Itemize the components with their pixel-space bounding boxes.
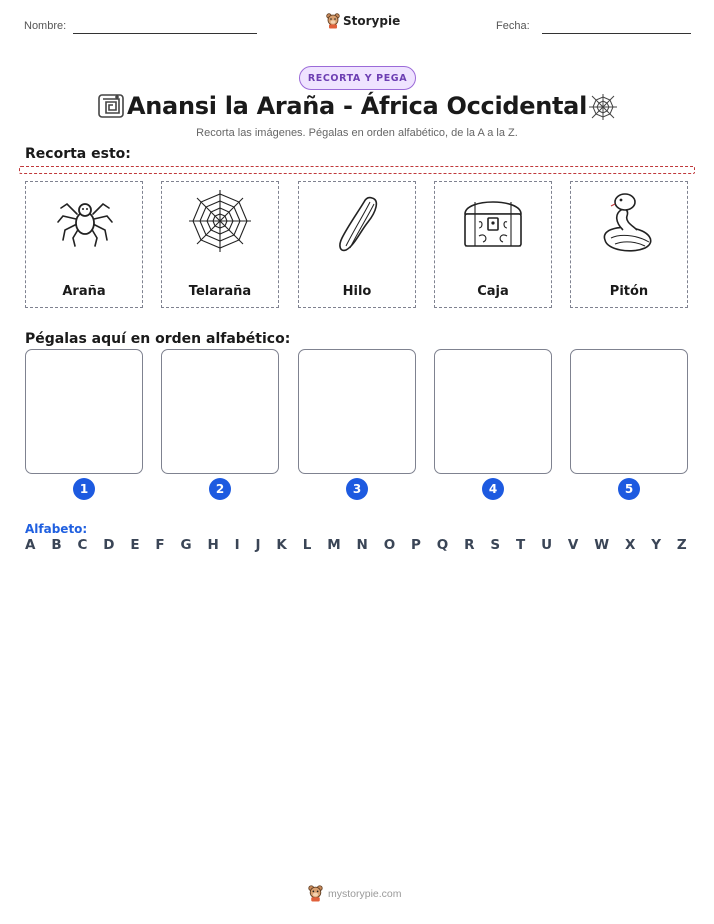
- alphabet-letter: I: [234, 537, 240, 553]
- card-label: Pitón: [609, 284, 649, 299]
- logo-text: Storypie: [343, 14, 401, 28]
- alphabet-row: [25, 537, 687, 553]
- activity-badge: RECORTA Y PEGA: [299, 66, 416, 90]
- python-snake-icon: [597, 190, 661, 256]
- page-title: Anansi la Araña - África Occidental: [126, 92, 588, 120]
- number-badge-3: 3: [346, 478, 368, 500]
- cut-card-piton[interactable]: [570, 181, 688, 308]
- treasure-chest-icon: [461, 192, 525, 252]
- alphabet-letter: F: [155, 537, 165, 553]
- alphabet-letter: P: [411, 537, 421, 553]
- number-badge-5: 5: [618, 478, 640, 500]
- alphabet-letter: M: [327, 537, 341, 553]
- alphabet-heading: Alfabeto:: [25, 522, 88, 536]
- date-line[interactable]: [542, 33, 691, 34]
- alphabet-letter: O: [383, 537, 396, 553]
- paste-box-4[interactable]: [434, 349, 552, 474]
- cut-card-telarana[interactable]: [161, 181, 279, 308]
- card-label: Caja: [477, 284, 509, 299]
- card-label: Araña: [62, 284, 106, 299]
- footer: [308, 885, 402, 902]
- alphabet-letter: B: [51, 537, 62, 553]
- spider-web-icon: [187, 188, 253, 254]
- paste-box-3[interactable]: [298, 349, 416, 474]
- alphabet-letter: L: [302, 537, 312, 553]
- alphabet-letter: Y: [651, 537, 662, 553]
- alphabet-letter: T: [516, 537, 526, 553]
- alphabet-letter: N: [356, 537, 368, 553]
- paste-heading: Pégalas aquí en orden alfabético:: [25, 331, 291, 347]
- alphabet-letter: U: [541, 537, 553, 553]
- paste-box-5[interactable]: [570, 349, 688, 474]
- storypie-logo: [326, 13, 400, 29]
- number-badge-2: 2: [209, 478, 231, 500]
- paste-box-1[interactable]: [25, 349, 143, 474]
- alphabet-letter: D: [103, 537, 115, 553]
- alphabet-letter: S: [490, 537, 501, 553]
- spider-web-small-icon: [588, 93, 618, 121]
- alphabet-letter: A: [25, 537, 36, 553]
- alphabet-letter: E: [130, 537, 140, 553]
- cut-card-caja[interactable]: [434, 181, 552, 308]
- alphabet-letter: G: [180, 537, 192, 553]
- bear-mascot-icon: [308, 885, 323, 902]
- card-label: Telaraña: [188, 284, 252, 299]
- cut-line: [19, 166, 695, 174]
- alphabet-letter: C: [77, 537, 88, 553]
- alphabet-letter: Z: [676, 537, 687, 553]
- number-badge-1: 1: [73, 478, 95, 500]
- alphabet-letter: V: [567, 537, 579, 553]
- alphabet-letter: R: [464, 537, 475, 553]
- alphabet-letter: J: [255, 537, 261, 553]
- page-subtitle: Recorta las imágenes. Pégalas en orden alfabético, de la A a la Z.: [196, 127, 518, 139]
- thread-icon: [328, 190, 388, 256]
- cut-card-hilo[interactable]: [298, 181, 416, 308]
- spider-icon: [55, 190, 115, 250]
- alphabet-letter: H: [207, 537, 219, 553]
- paste-box-2[interactable]: [161, 349, 279, 474]
- card-label: Hilo: [342, 284, 372, 299]
- bear-mascot-icon: [326, 13, 340, 29]
- alphabet-letter: Q: [436, 537, 449, 553]
- name-line[interactable]: [73, 33, 257, 34]
- date-label: Fecha:: [496, 20, 530, 32]
- alphabet-letter: W: [594, 537, 610, 553]
- footer-text[interactable]: mystorypie.com: [328, 887, 402, 900]
- alphabet-letter: X: [624, 537, 636, 553]
- cut-card-arana[interactable]: [25, 181, 143, 308]
- cut-heading: Recorta esto:: [25, 146, 131, 162]
- name-label: Nombre:: [24, 20, 67, 32]
- number-badge-4: 4: [482, 478, 504, 500]
- alphabet-letter: K: [276, 537, 287, 553]
